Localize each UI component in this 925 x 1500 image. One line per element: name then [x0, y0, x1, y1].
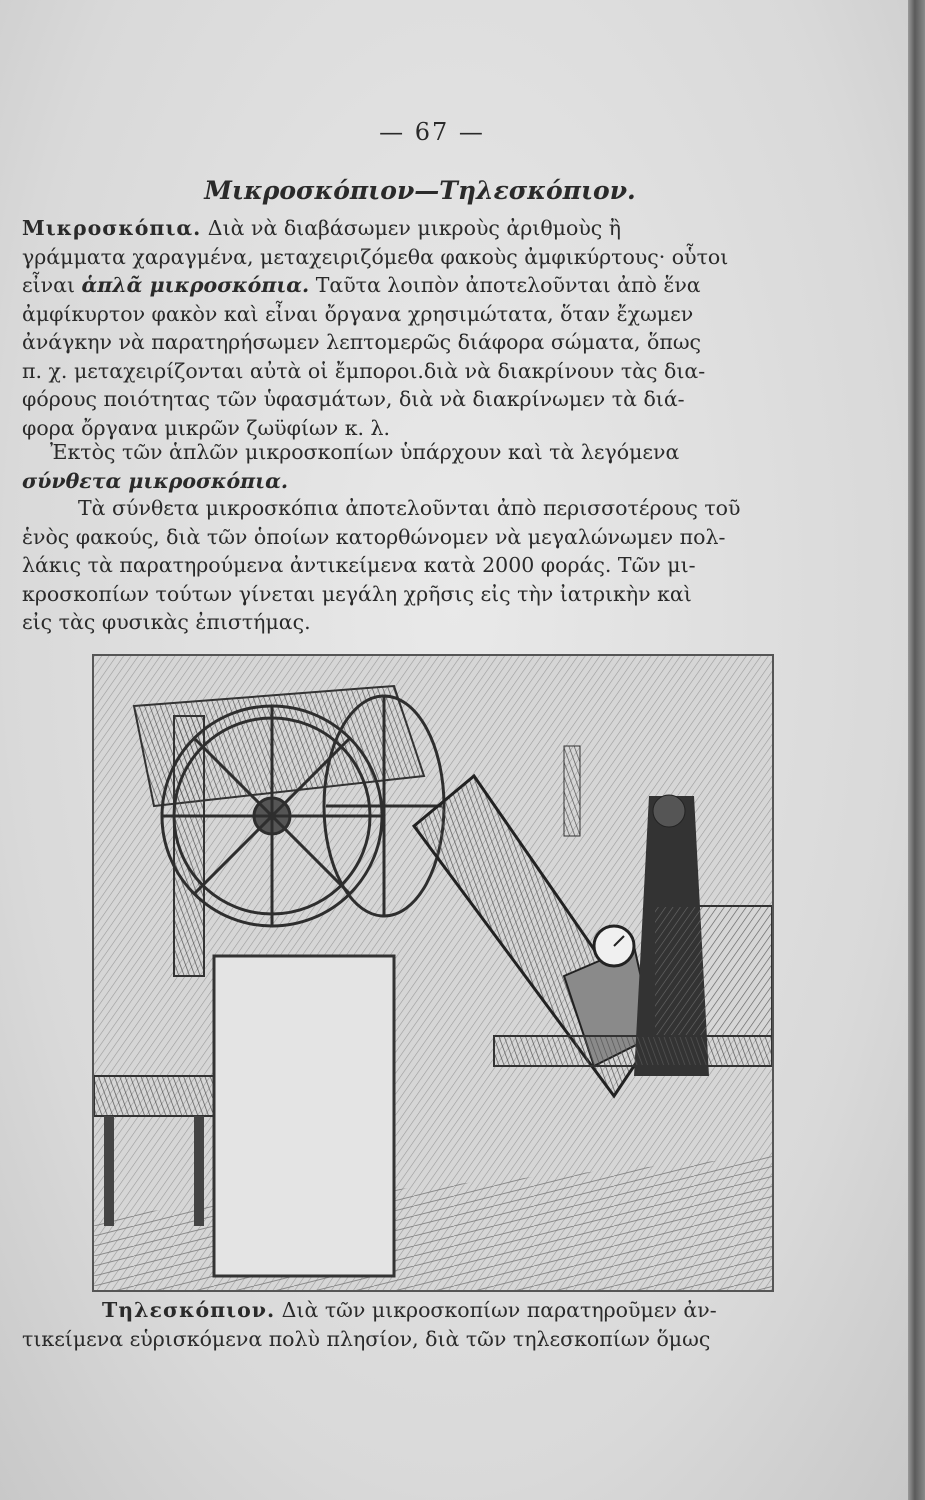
section-heading-telescope: Τηλεσκόπιον.	[102, 1298, 276, 1322]
paragraph-compound-intro	[22, 438, 792, 495]
section-heading-microscopes: Μικροσκόπια.	[22, 216, 202, 240]
text-line: φορα ὄργανα μικρῶν ζωϋφίων κ. λ.	[22, 415, 391, 440]
text-line: Ἐκτὸς τῶν ἁπλῶν μικροσκοπίων ὑπάρχουν καὶ τὰ λεγόμενα	[50, 440, 680, 464]
emphasis-simple-microscopes: ἁπλᾶ μικροσκόπια.	[81, 273, 310, 297]
text-line: Τηλεσκόπιον. Διὰ τῶν μικροσκοπίων παρατηροῦμεν ἀν-	[102, 1298, 717, 1322]
text-line: κροσκοπίων τούτων γίνεται μεγάλη χρῆσις εἰς τὴν ἰατρικὴν καὶ	[22, 581, 692, 606]
page-title: Μικροσκόπιον—Τηλεσκόπιον.	[204, 176, 636, 205]
paragraph-telescope	[22, 1296, 792, 1353]
paragraph-microscopes	[22, 214, 792, 442]
emphasis-compound-microscopes: σύνθετα μικροσκόπια.	[22, 468, 288, 493]
text-line: Τὰ σύνθετα μικροσκόπια ἀποτελοῦνται ἀπὸ περισσοτέρους τοῦ	[78, 496, 741, 520]
page-edge	[908, 0, 925, 1500]
text-line: ἑνὸς φακούς, διὰ τῶν ὁποίων κατορθώνομεν νὰ μεγαλώνωμεν πολ-	[22, 524, 726, 549]
text-line: λάκις τὰ παρατηρούμενα ἀντικείμενα κατὰ 2000 φοράς. Τῶν μι-	[22, 553, 696, 577]
text-line: ἀνάγκην νὰ παρατηρήσωμεν λεπτομερῶς διάφορα σώματα, ὅπως	[22, 330, 702, 354]
text-line: φόρους ποιότητας τῶν ὑφασμάτων, διὰ νὰ διακρίνωμεν τὰ διά-	[22, 387, 685, 411]
text-line: ἀμφίκυρτον φακὸν καὶ εἶναι ὄργανα χρησιμώτατα, ὅταν ἔχωμεν	[22, 301, 694, 326]
text-line: π. χ. μεταχειρίζονται αὐτὰ οἱ ἔμποροι.διὰ νὰ διακρίνουν τὰς δια-	[22, 358, 706, 383]
engraving-telescope-observatory	[94, 656, 772, 1290]
text-line: τικείμενα εὑρισκόμενα πολὺ πλησίον, διὰ τῶν τηλεσκοπίων ὅμως	[22, 1326, 711, 1351]
text-line: γράμματα χαραγμένα, μεταχειριζόμεθα φακοὺς ἀμφικύρτους· οὗτοι	[22, 244, 729, 269]
text-line: εἰς τὰς φυσικὰς ἐπιστήμας.	[22, 610, 311, 634]
paragraph-compound-microscopes	[22, 494, 792, 637]
text-line: Μικροσκόπια. Διὰ νὰ διαβάσωμεν μικροὺς ἀριθμοὺς ἢ	[22, 216, 622, 240]
telescope-illustration	[92, 654, 774, 1292]
text-line: εἶναι ἁπλᾶ μικροσκόπια. Ταῦτα λοιπὸν ἀποτελοῦνται ἀπὸ ἕνα	[22, 273, 701, 297]
page-number: — 67 —	[379, 118, 485, 146]
